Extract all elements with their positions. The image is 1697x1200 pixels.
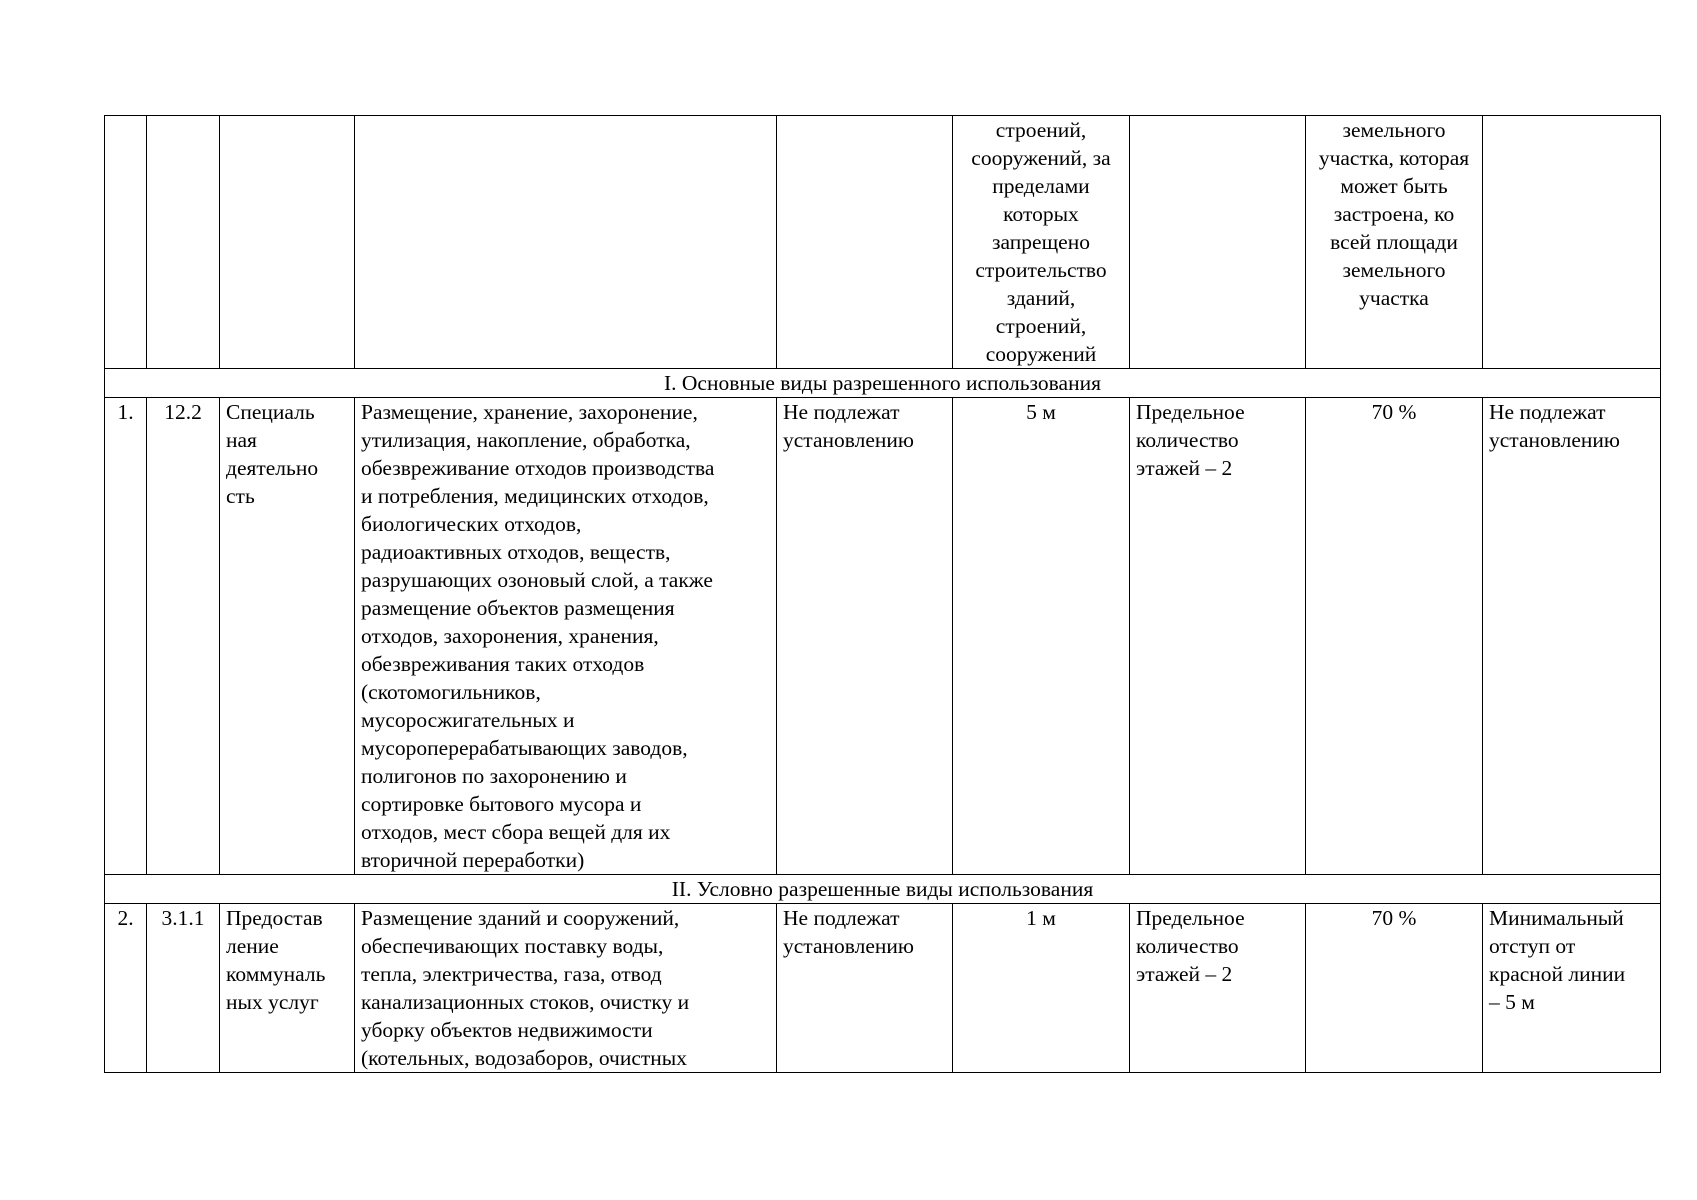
table-row: [105, 398, 1661, 875]
cell-empty: [1483, 116, 1661, 369]
plot-size-limits: Не подлежат установлению: [777, 904, 953, 1073]
max-floors: Предельное количество этажей – 2: [1130, 904, 1306, 1073]
use-name: Специаль ная деятельно сть: [220, 398, 355, 875]
section-header-row: [105, 369, 1661, 398]
section-title: II. Условно разрешенные виды использования: [105, 875, 1661, 904]
other-parameters: Минимальный отступ от красной линии – 5 м: [1483, 904, 1661, 1073]
cell-empty: [355, 116, 777, 369]
cell-empty: [147, 116, 220, 369]
setback-header-continuation: строений, сооружений, за пределами которых запрещено строительство зданий, строений, сооружений: [953, 116, 1130, 369]
coverage-header-continuation: земельного участка, которая может быть застроена, ко всей площади земельного участка: [1306, 116, 1483, 369]
use-name: Предостав ление коммуналь ных услуг: [220, 904, 355, 1073]
cell-empty: [1130, 116, 1306, 369]
plot-size-limits: Не подлежат установлению: [777, 398, 953, 875]
table-row: [105, 904, 1661, 1073]
section-title: I. Основные виды разрешенного использования: [105, 369, 1661, 398]
cell-empty: [777, 116, 953, 369]
table-row-continuation: [105, 116, 1661, 369]
other-parameters: Не подлежат установлению: [1483, 398, 1661, 875]
use-code: 12.2: [147, 398, 220, 875]
min-setback: 5 м: [953, 398, 1130, 875]
use-description: Размещение, хранение, захоронение, утилизация, накопление, обработка, обезвреживание отходов производства и потребления, медицинских отходов, биологических отходов, радиоактивных отходов, веществ, разрушающих озоновый слой, а также размещение объектов размещения отходов, захоронения, хранения, обезвреживания таких отходов (скотомогильников, мусоросжигательных и мусороперерабатывающих заводов, полигонов по захоронению и сортировке бытового мусора и отходов, мест сбора вещей для их вторичной переработки): [355, 398, 777, 875]
use-code: 3.1.1: [147, 904, 220, 1073]
max-coverage: 70 %: [1306, 398, 1483, 875]
min-setback: 1 м: [953, 904, 1130, 1073]
max-coverage: 70 %: [1306, 904, 1483, 1073]
max-floors: Предельное количество этажей – 2: [1130, 398, 1306, 875]
use-description: Размещение зданий и сооружений, обеспечивающих поставку воды, тепла, электричества, газа, отвод канализационных стоков, очистку и уборку объектов недвижимости (котельных, водозаборов, очистных: [355, 904, 777, 1073]
land-use-regulations-table: [104, 115, 1661, 1073]
row-number: 2.: [105, 904, 147, 1073]
section-header-row: [105, 875, 1661, 904]
cell-empty: [105, 116, 147, 369]
row-number: 1.: [105, 398, 147, 875]
cell-empty: [220, 116, 355, 369]
